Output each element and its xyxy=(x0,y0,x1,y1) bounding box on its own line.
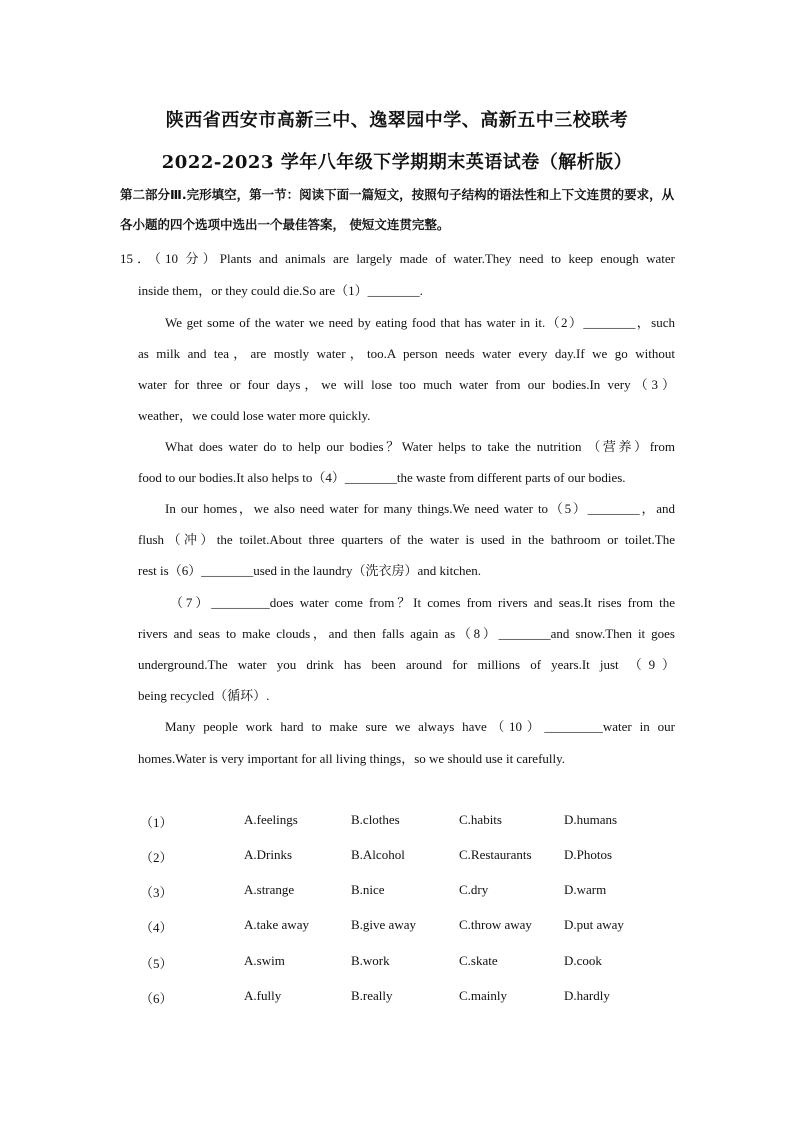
question-number: （3） xyxy=(140,885,173,900)
option-c[interactable]: C.habits xyxy=(459,812,502,827)
passage-line: food to our bodies.It also helps to（4）________the waste from different parts of our bodies. xyxy=(138,470,626,485)
page-subtitle: 2022-2023 学年八年级下学期期末英语试卷（解析版） xyxy=(161,152,633,173)
option-a[interactable]: A.swim xyxy=(244,953,285,968)
option-a[interactable]: A.take away xyxy=(244,917,309,932)
option-b[interactable]: B.really xyxy=(351,988,393,1003)
passage-line: underground.The water you drink has been around for millions of years.It just （9） xyxy=(138,657,675,672)
option-d[interactable]: D.warm xyxy=(564,882,607,897)
passage-line: flush（冲）the toilet.About three quarters of the water is used in the bathroom or toilet.The xyxy=(138,532,675,547)
passage-line: as milk and tea，are mostly water，too.A person needs water every day.If we go without xyxy=(138,346,675,361)
option-a[interactable]: A.strange xyxy=(244,882,295,897)
page-title: 陕西省西安市高新三中、逸翠园中学、高新五中三校联考 xyxy=(165,110,629,131)
passage-line: inside them，or they could die.So are（1）________. xyxy=(138,283,423,298)
passage-line: 15．（10 分）Plants and animals are largely made of water.They need to keep enough water xyxy=(120,251,675,266)
passage-line: We get some of the water we need by eating food that has water in it.（2）________，such xyxy=(165,315,675,330)
option-c[interactable]: C.dry xyxy=(459,882,489,897)
passage-line: water for three or four days，we will lose too much water from our bodies.In very（3） xyxy=(138,377,675,392)
passage-line: homes.Water is very important for all living things，so we should use it carefully. xyxy=(138,751,566,766)
option-d[interactable]: D.cook xyxy=(564,953,602,968)
section-instruction: 第二部分Ⅲ.完形填空，第一节：阅读下面一篇短文，按照句子结构的语法性和上下文连贯的要求，从各小题的四个选项中选出一个最佳答案， 使短文连贯完整。 xyxy=(120,187,675,232)
passage-line: rest is（6）________used in the laundry（洗衣房）and kitchen. xyxy=(138,563,482,578)
option-d[interactable]: D.hardly xyxy=(564,988,610,1003)
passage-line: being recycled（循环）. xyxy=(138,688,270,703)
option-b[interactable]: B.clothes xyxy=(351,812,400,827)
question-number: （5） xyxy=(140,956,173,971)
question-number: （2） xyxy=(140,850,173,865)
option-c[interactable]: C.skate xyxy=(459,953,498,968)
question-number: （4） xyxy=(140,920,173,935)
option-c[interactable]: C.Restaurants xyxy=(459,847,532,862)
option-d[interactable]: D.Photos xyxy=(564,847,613,862)
option-c[interactable]: C.mainly xyxy=(459,988,508,1003)
passage-line: Many people work hard to make sure we always have（10）_________water in our xyxy=(165,719,675,734)
option-a[interactable]: A.feelings xyxy=(244,812,298,827)
option-b[interactable]: B.nice xyxy=(351,882,385,897)
passage-line: （7）_________does water come from？It comes from rivers and seas.It rises from the xyxy=(170,595,675,610)
passage-line: weather，we could lose water more quickly. xyxy=(138,408,371,423)
option-d[interactable]: D.humans xyxy=(564,812,618,827)
option-b[interactable]: B.give away xyxy=(351,917,416,932)
passage-line: In our homes，we also need water for many things.We need water to（5）________，and xyxy=(165,501,675,516)
passage-line: What does water do to help our bodies？Water helps to take the nutrition （营养）from xyxy=(165,439,675,454)
question-number: （6） xyxy=(140,991,173,1006)
option-a[interactable]: A.fully xyxy=(244,988,282,1003)
option-b[interactable]: B.work xyxy=(351,953,390,968)
passage-line: rivers and seas to make clouds，and then falls again as（8）________and snow.Then it goes xyxy=(138,626,675,641)
option-b[interactable]: B.Alcohol xyxy=(351,847,405,862)
option-c[interactable]: C.throw away xyxy=(459,917,532,932)
question-number: （1） xyxy=(140,815,173,830)
option-a[interactable]: A.Drinks xyxy=(244,847,293,862)
option-d[interactable]: D.put away xyxy=(564,917,624,932)
